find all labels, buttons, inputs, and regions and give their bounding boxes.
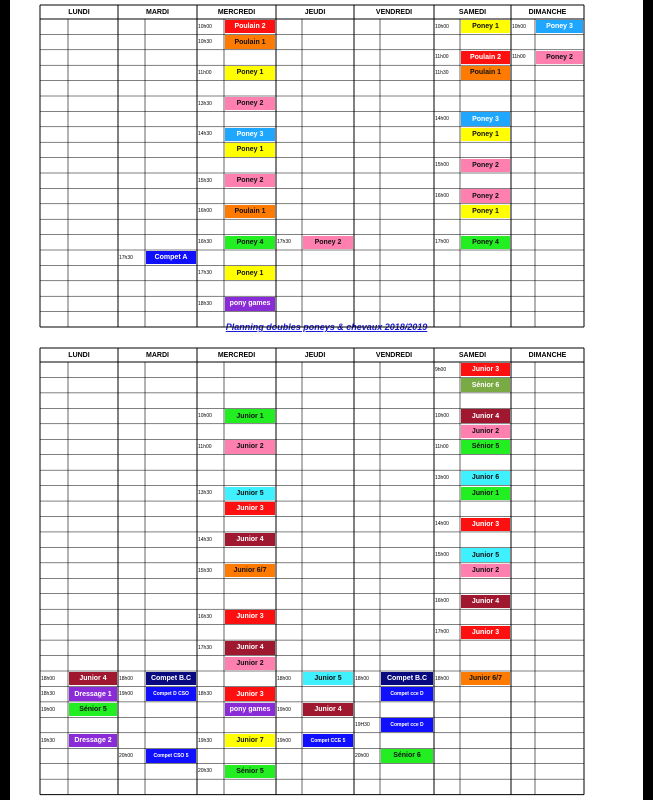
lesson-block: Junior 5 xyxy=(461,548,510,561)
lesson-block: Poney 2 xyxy=(536,51,583,64)
lesson-block: Dressage 1 xyxy=(69,687,117,700)
lesson-block: Junior 4 xyxy=(461,595,510,608)
slot-time: 17h00 xyxy=(435,239,449,246)
lesson-block: Junior 1 xyxy=(225,409,275,422)
lesson-block: Sénior 5 xyxy=(461,440,510,453)
lesson-block: Junior 4 xyxy=(225,533,275,546)
slot-time: 14h30 xyxy=(198,536,212,543)
slot-time: 16h30 xyxy=(198,613,212,620)
lesson-block: Poney 4 xyxy=(461,236,510,249)
lesson-block: Junior 5 xyxy=(303,672,353,685)
slot-time: 17h30 xyxy=(198,644,212,651)
slot-time: 19h00 xyxy=(277,706,291,713)
slot-time: 20h00 xyxy=(119,752,133,759)
lesson-block: Compet D CSO xyxy=(146,687,196,700)
day-header-mercredi: MERCREDI xyxy=(217,8,256,16)
lesson-block: pony games xyxy=(225,297,275,310)
slot-time: 11h00 xyxy=(198,69,212,76)
lesson-block: Junior 4 xyxy=(303,703,353,716)
lesson-block: Poney 2 xyxy=(225,174,275,187)
day-header-jeudi: JEUDI xyxy=(304,351,326,359)
slot-time: 10h00 xyxy=(198,23,212,30)
slot-time: 16h00 xyxy=(435,193,449,200)
lesson-block: Junior 3 xyxy=(461,626,510,639)
lesson-block: Junior 3 xyxy=(225,687,275,700)
slot-time: 18h30 xyxy=(198,691,212,698)
lesson-block: Compet CSO 5 xyxy=(146,749,196,762)
slot-time: 18h00 xyxy=(41,675,55,682)
lesson-block: Junior 3 xyxy=(461,363,510,376)
slot-time: 16h00 xyxy=(435,598,449,605)
slot-time: 11h00 xyxy=(435,443,449,450)
lesson-block: Poney 1 xyxy=(225,266,275,279)
slot-time: 13h00 xyxy=(435,474,449,481)
lesson-block: Compet cce D xyxy=(381,718,433,731)
lesson-block: Junior 4 xyxy=(225,641,275,654)
lesson-block: Junior 6/7 xyxy=(461,672,510,685)
day-header-lundi: LUNDI xyxy=(68,351,90,359)
lesson-block: Dressage 2 xyxy=(69,734,117,747)
lesson-block: Poney 1 xyxy=(461,128,510,141)
lesson-block: Poulain 2 xyxy=(461,51,510,64)
lesson-block: pony games xyxy=(225,703,275,716)
lesson-block: Poney 1 xyxy=(225,66,275,79)
day-header-mardi: MARDI xyxy=(146,351,169,359)
slot-time: 15h00 xyxy=(435,552,449,559)
slot-time: 11h00 xyxy=(435,54,449,61)
slot-time: 18h30 xyxy=(41,691,55,698)
lesson-block: Compet B.C xyxy=(146,672,196,685)
lesson-block: Poney 3 xyxy=(225,128,275,141)
lesson-block: Poney 3 xyxy=(461,112,510,125)
lesson-block: Poulain 1 xyxy=(225,205,275,218)
slot-time: 9h00 xyxy=(435,366,447,373)
slot-time: 14h00 xyxy=(435,116,449,123)
lesson-block: Junior 1 xyxy=(461,487,510,500)
slot-time: 15h30 xyxy=(198,567,212,574)
slot-time: 18h00 xyxy=(435,675,449,682)
slot-time: 18h30 xyxy=(198,300,212,307)
lesson-block: Junior 6/7 xyxy=(225,564,275,577)
slot-time: 18h00 xyxy=(277,675,291,682)
slot-time: 10h00 xyxy=(435,413,449,420)
lesson-block: Junior 4 xyxy=(461,409,510,422)
day-header-jeudi: JEUDI xyxy=(304,8,326,16)
lesson-block: Junior 6 xyxy=(461,471,510,484)
lesson-block: Poney 4 xyxy=(225,236,275,249)
day-header-dimanche: DIMANCHE xyxy=(528,351,567,359)
lesson-block: Sénior 5 xyxy=(69,703,117,716)
day-header-vendredi: VENDREDI xyxy=(375,351,413,359)
slot-time: 19h00 xyxy=(41,706,55,713)
lesson-block: Junior 4 xyxy=(69,672,117,685)
slot-time: 19H30 xyxy=(355,722,370,729)
slot-time: 19h30 xyxy=(198,737,212,744)
lesson-block: Junior 7 xyxy=(225,734,275,747)
lesson-block: Poney 1 xyxy=(225,143,275,156)
slot-time: 10h00 xyxy=(198,413,212,420)
slot-time: 16h30 xyxy=(198,239,212,246)
lesson-block: Junior 3 xyxy=(225,610,275,623)
lesson-block: Poulain 1 xyxy=(225,35,275,48)
slot-time: 19h00 xyxy=(277,737,291,744)
slot-time: 17h30 xyxy=(119,254,133,261)
lesson-block: Sénior 5 xyxy=(225,765,275,778)
day-header-vendredi: VENDREDI xyxy=(375,8,413,16)
lesson-block: Junior 2 xyxy=(225,657,275,670)
slot-time: 16h00 xyxy=(198,208,212,215)
lesson-block: Poney 2 xyxy=(303,236,353,249)
slot-time: 19h00 xyxy=(119,691,133,698)
lesson-block: Compet cce D xyxy=(381,687,433,700)
slot-time: 13h30 xyxy=(198,100,212,107)
lesson-block: Compet B.C xyxy=(381,672,433,685)
slot-time: 17h30 xyxy=(198,270,212,277)
slot-time: 15h00 xyxy=(435,162,449,169)
slot-time: 20h00 xyxy=(355,752,369,759)
lesson-block: Junior 2 xyxy=(225,440,275,453)
slot-time: 18h00 xyxy=(355,675,369,682)
day-header-samedi: SAMEDI xyxy=(458,351,487,359)
lesson-block: Junior 2 xyxy=(461,564,510,577)
slot-time: 17h30 xyxy=(277,239,291,246)
slot-time: 11h00 xyxy=(198,443,212,450)
lesson-block: Sénior 6 xyxy=(381,749,433,762)
lesson-block: Poney 3 xyxy=(536,20,583,33)
lesson-block: Junior 2 xyxy=(461,425,510,438)
slot-time: 17h00 xyxy=(435,629,449,636)
lesson-block: Poney 2 xyxy=(461,189,510,202)
slot-time: 14h00 xyxy=(435,521,449,528)
planning-title: Planning doubles poneys & chevaux 2018/2019 xyxy=(225,322,428,332)
slot-time: 13h30 xyxy=(198,490,212,497)
day-header-lundi: LUNDI xyxy=(68,8,90,16)
slot-time: 11h00 xyxy=(512,54,526,61)
slot-time: 19h30 xyxy=(41,737,55,744)
lesson-block: Compet CCE 5 xyxy=(303,734,353,747)
slot-time: 20h30 xyxy=(198,768,212,775)
lesson-block: Junior 3 xyxy=(225,502,275,515)
lesson-block: Poney 2 xyxy=(225,97,275,110)
lesson-block: Poney 1 xyxy=(461,205,510,218)
lesson-block: Junior 3 xyxy=(461,518,510,531)
lesson-block: Poulain 2 xyxy=(225,20,275,33)
lesson-block: Poney 1 xyxy=(461,20,510,33)
lesson-block: Poney 2 xyxy=(461,159,510,172)
slot-time: 11h30 xyxy=(435,69,449,76)
day-header-dimanche: DIMANCHE xyxy=(528,8,567,16)
day-header-samedi: SAMEDI xyxy=(458,8,487,16)
slot-time: 15h30 xyxy=(198,177,212,184)
day-header-mercredi: MERCREDI xyxy=(217,351,256,359)
lesson-block: Poulain 1 xyxy=(461,66,510,79)
slot-time: 18h00 xyxy=(119,675,133,682)
slot-time: 10h00 xyxy=(512,23,526,30)
lesson-block: Compet A xyxy=(146,251,196,264)
slot-time: 14h30 xyxy=(198,131,212,138)
lesson-block: Junior 5 xyxy=(225,487,275,500)
lesson-block: Sénior 6 xyxy=(461,378,510,391)
day-header-mardi: MARDI xyxy=(146,8,169,16)
slot-time: 10h30 xyxy=(198,39,212,46)
slot-time: 10h00 xyxy=(435,23,449,30)
